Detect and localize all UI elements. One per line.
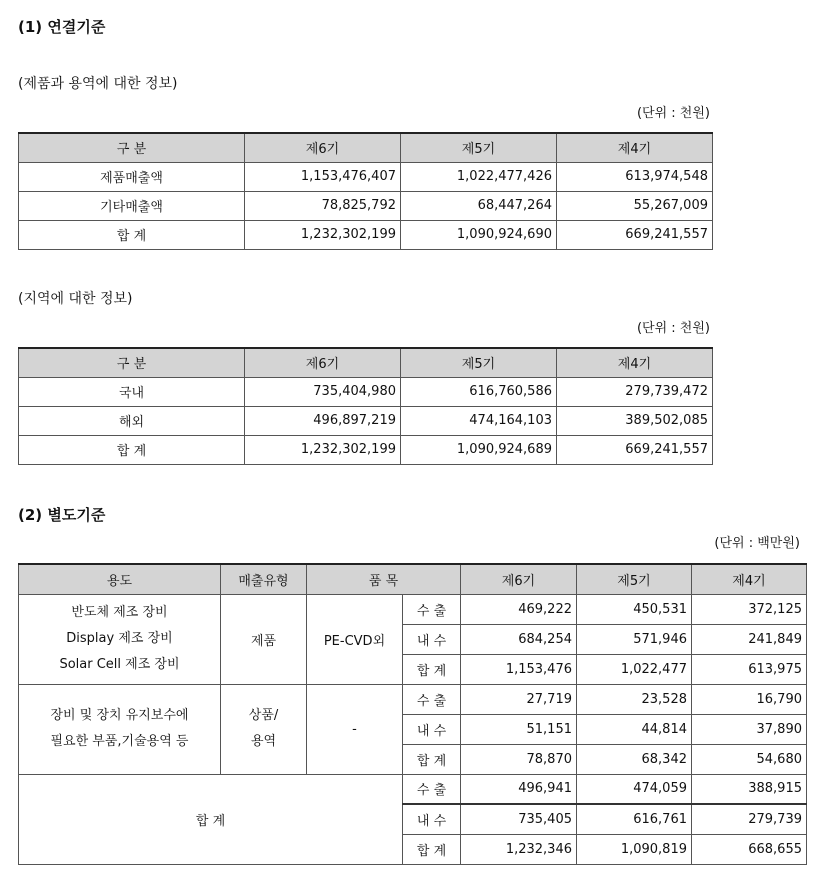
cell-value: 735,405 — [461, 804, 577, 834]
section1-heading: (1) 연결기준 — [18, 18, 106, 36]
row-label: 제품매출액 — [19, 162, 245, 191]
cell-value: 68,447,264 — [401, 191, 557, 220]
cell-value: 1,232,302,199 — [245, 220, 401, 249]
separate-sales-table — [18, 563, 807, 865]
row-label: 내 수 — [403, 624, 461, 654]
cell-value: 469,222 — [461, 594, 577, 624]
row-label: 합 계 — [403, 834, 461, 864]
cell-value: 389,502,085 — [557, 406, 713, 435]
section2-heading: (2) 별도기준 — [18, 506, 106, 524]
cell-value: 1,232,346 — [461, 834, 577, 864]
cell-value: 669,241,557 — [557, 220, 713, 249]
cell-value: 613,974,548 — [557, 162, 713, 191]
table-header-row — [19, 348, 713, 377]
table-row — [19, 774, 807, 804]
table-header-row — [19, 133, 713, 162]
header-period-4: 제4기 — [692, 564, 807, 594]
usage-line: Solar Cell 제조 장비 — [59, 657, 180, 672]
cell-value: 474,164,103 — [401, 406, 557, 435]
table-row — [19, 162, 713, 191]
header-period-5: 제5기 — [577, 564, 692, 594]
cell-value: 78,825,792 — [245, 191, 401, 220]
cell-value: 44,814 — [577, 714, 692, 744]
header-category: 구 분 — [19, 348, 245, 377]
header-period-5: 제5기 — [401, 133, 557, 162]
region-info-table — [18, 347, 713, 465]
header-period-6: 제6기 — [245, 133, 401, 162]
product-info-unit: (단위 : 천원) — [636, 106, 710, 121]
total-label: 합 계 — [19, 774, 403, 864]
cell-value: 68,342 — [577, 744, 692, 774]
cell-value: 684,254 — [461, 624, 577, 654]
header-period-6: 제6기 — [461, 564, 577, 594]
table-header-row — [19, 564, 807, 594]
header-usage: 용도 — [19, 564, 221, 594]
sales-type-line: 용역 — [250, 734, 277, 749]
cell-value: 450,531 — [577, 594, 692, 624]
cell-value: 1,090,924,690 — [401, 220, 557, 249]
header-period-4: 제4기 — [557, 133, 713, 162]
header-period-6: 제6기 — [245, 348, 401, 377]
cell-value: 669,241,557 — [557, 435, 713, 464]
row-label: 합 계 — [19, 435, 245, 464]
usage-line: Display 제조 장비 — [66, 631, 173, 646]
row-label: 합 계 — [19, 220, 245, 249]
row-label: 내 수 — [403, 804, 461, 834]
cell-value: 55,267,009 — [557, 191, 713, 220]
cell-value: 27,719 — [461, 684, 577, 714]
cell-value: 279,739 — [692, 804, 807, 834]
cell-value: 613,975 — [692, 654, 807, 684]
item-cell: - — [307, 684, 403, 774]
cell-value: 78,870 — [461, 744, 577, 774]
row-label: 합 계 — [403, 654, 461, 684]
header-category: 구 분 — [19, 133, 245, 162]
item-cell: PE-CVD외 — [307, 594, 403, 684]
cell-value: 372,125 — [692, 594, 807, 624]
cell-value: 388,915 — [692, 774, 807, 804]
cell-value: 496,941 — [461, 774, 577, 804]
region-info-unit: (단위 : 천원) — [636, 321, 710, 336]
cell-value: 1,022,477 — [577, 654, 692, 684]
usage-line: 필요한 부품,기술용역 등 — [50, 734, 189, 749]
sales-type-cell: 제품 — [221, 594, 307, 684]
row-label: 내 수 — [403, 714, 461, 744]
cell-value: 54,680 — [692, 744, 807, 774]
cell-value: 1,090,819 — [577, 834, 692, 864]
row-label: 수 출 — [403, 774, 461, 804]
table-row — [19, 435, 713, 464]
cell-value: 496,897,219 — [245, 406, 401, 435]
row-label: 기타매출액 — [19, 191, 245, 220]
cell-value: 37,890 — [692, 714, 807, 744]
sales-type-cell — [221, 684, 307, 774]
row-label: 수 출 — [403, 684, 461, 714]
cell-value: 1,153,476,407 — [245, 162, 401, 191]
table-row — [19, 594, 807, 624]
cell-value: 735,404,980 — [245, 377, 401, 406]
cell-value: 668,655 — [692, 834, 807, 864]
product-info-table — [18, 132, 713, 250]
cell-value: 279,739,472 — [557, 377, 713, 406]
row-label: 합 계 — [403, 744, 461, 774]
row-label: 수 출 — [403, 594, 461, 624]
row-label: 해외 — [19, 406, 245, 435]
table-row — [19, 377, 713, 406]
usage-line: 반도체 제조 장비 — [71, 605, 168, 620]
sales-type-line: 상품/ — [248, 708, 279, 723]
usage-cell — [19, 684, 221, 774]
cell-value: 241,849 — [692, 624, 807, 654]
header-period-4: 제4기 — [557, 348, 713, 377]
cell-value: 616,760,586 — [401, 377, 557, 406]
cell-value: 16,790 — [692, 684, 807, 714]
usage-cell — [19, 594, 221, 684]
table-row — [19, 220, 713, 249]
cell-value: 51,151 — [461, 714, 577, 744]
row-label: 국내 — [19, 377, 245, 406]
usage-line: 장비 및 장치 유지보수에 — [50, 708, 189, 723]
cell-value: 1,232,302,199 — [245, 435, 401, 464]
table-row — [19, 684, 807, 714]
region-info-title: (지역에 대한 정보) — [18, 291, 133, 307]
cell-value: 23,528 — [577, 684, 692, 714]
table-row — [19, 191, 713, 220]
header-period-5: 제5기 — [401, 348, 557, 377]
section2-unit: (단위 : 백만원) — [714, 536, 800, 551]
cell-value: 1,022,477,426 — [401, 162, 557, 191]
cell-value: 571,946 — [577, 624, 692, 654]
header-sales-type: 매출유형 — [221, 564, 307, 594]
cell-value: 474,059 — [577, 774, 692, 804]
header-item: 품 목 — [307, 564, 461, 594]
cell-value: 616,761 — [577, 804, 692, 834]
product-info-title: (제품과 용역에 대한 정보) — [18, 76, 178, 92]
cell-value: 1,090,924,689 — [401, 435, 557, 464]
table-row — [19, 406, 713, 435]
cell-value: 1,153,476 — [461, 654, 577, 684]
